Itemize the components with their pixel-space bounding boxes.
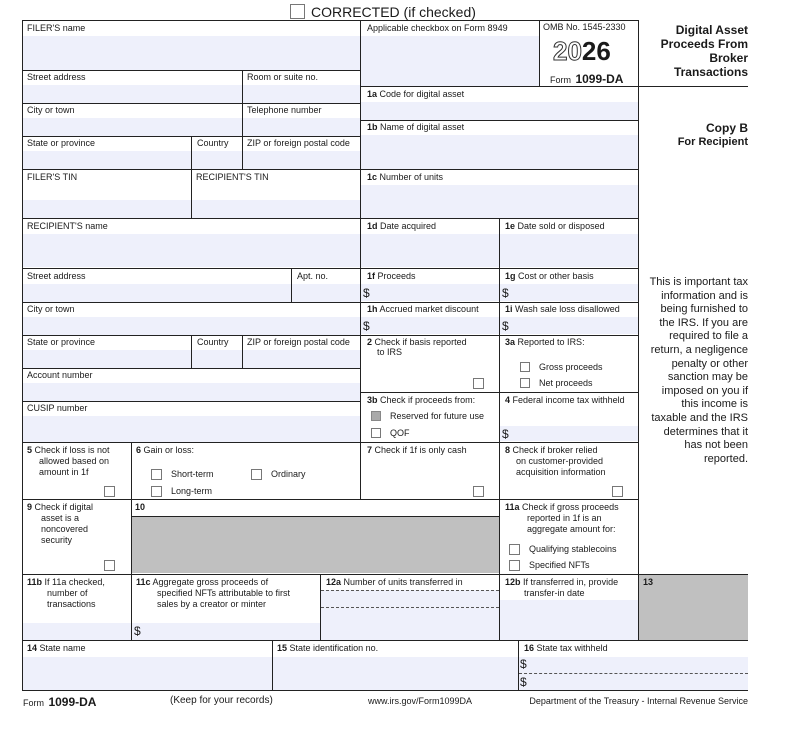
filer-street-label: Street address: [27, 72, 86, 82]
box-5-label-line2: allowed based on: [39, 456, 110, 466]
account-number-input[interactable]: [23, 383, 360, 401]
form-title-line-4: Transactions: [673, 65, 748, 79]
box-8-label: 8 Check if broker relied: [505, 445, 598, 455]
box-1a-label: 1a Code for digital asset: [367, 89, 465, 99]
copy-heading: [640, 121, 748, 149]
notice-line: This is important tax: [649, 276, 748, 288]
box-1b-input[interactable]: [361, 135, 638, 169]
filer-tin-label: FILER'S TIN: [27, 172, 78, 182]
box-9-label-line3: noncovered: [41, 524, 89, 534]
box-3a-label: 3a Reported to IRS:: [505, 337, 585, 347]
box-11a-nfts-label: Specified NFTs: [529, 560, 590, 570]
box-16-label: 16 State tax withheld: [524, 643, 608, 653]
box-1e-input[interactable]: [500, 234, 638, 267]
box-12b-label-line2: transfer-in date: [524, 588, 585, 598]
recipient-name-label: RECIPIENT'S name: [27, 221, 108, 231]
box-5-checkbox[interactable]: [104, 486, 115, 497]
filer-name-label: FILER'S name: [27, 23, 86, 33]
form-title-line-2: Proceeds From: [660, 37, 748, 51]
box-6-short-term-label: Short-term: [171, 469, 214, 479]
recipient-city-input[interactable]: [23, 317, 360, 335]
box-1i-dollar: $: [502, 319, 509, 333]
filer-tin-input[interactable]: [23, 200, 191, 218]
notice-line: this income is: [681, 398, 748, 411]
footer-form-number: 1099-DA: [48, 695, 97, 709]
filer-country-label: Country: [197, 138, 229, 148]
form-number: 1099-DA: [575, 72, 624, 86]
box-11a-stablecoins-label: Qualifying stablecoins: [529, 544, 617, 554]
filer-state-input[interactable]: [23, 151, 191, 169]
box-11c-input[interactable]: [132, 623, 320, 640]
box-7-label: 7 Check if 1f is only cash: [367, 445, 467, 455]
filer-country-input[interactable]: [192, 151, 242, 169]
box-11b-input[interactable]: [23, 623, 131, 640]
notice-line: the IRS. If you are: [659, 316, 748, 329]
box-1a-input[interactable]: [361, 102, 638, 120]
box-1e-label: 1e Date sold or disposed: [505, 221, 605, 231]
box-4-dollar: $: [502, 427, 509, 441]
box-15-input[interactable]: [273, 657, 518, 690]
form-title-line-1: Digital Asset: [675, 23, 748, 37]
box-1f-label: 1f Proceeds: [367, 271, 416, 281]
filer-city-input[interactable]: [23, 118, 242, 136]
filer-street-input[interactable]: [23, 85, 242, 103]
box-11a-label-line2: reported in 1f is an: [527, 513, 602, 523]
account-number-label: Account number: [27, 370, 93, 380]
box-5-label-line3: amount in 1f: [39, 467, 89, 477]
copy-title: Copy B: [706, 121, 748, 135]
box-12b-label: 12b If transferred in, provide: [505, 577, 619, 587]
box-6-long-term-label: Long-term: [171, 486, 213, 496]
notice-line: penalty or other: [671, 357, 748, 370]
box-3a-net-checkbox[interactable]: [520, 378, 530, 388]
notice-line: sanction may be: [667, 371, 748, 384]
applicable-checkbox-label: Applicable checkbox on Form 8949: [367, 23, 508, 33]
tax-year-bold: 26: [581, 36, 611, 66]
box-11a-nfts-checkbox[interactable]: [509, 560, 520, 571]
corrected-label: CORRECTED (if checked): [311, 4, 476, 20]
box-3a-gross-checkbox[interactable]: [520, 362, 530, 372]
recipient-apt-input[interactable]: [292, 284, 360, 302]
recipient-state-input[interactable]: [23, 350, 191, 368]
notice-line: return, a negligence: [650, 343, 748, 356]
box-11c-dollar: $: [134, 624, 141, 638]
filer-phone-input[interactable]: [243, 118, 360, 136]
copy-subtitle: For Recipient: [677, 136, 748, 148]
box-6-short-term-checkbox[interactable]: [151, 469, 162, 480]
form-title-line-3: Broker: [709, 51, 748, 65]
recipient-city-label: City or town: [27, 304, 75, 314]
box-11a-label-line3: aggregate amount for:: [527, 524, 616, 534]
box-5-label: 5 Check if loss is not: [27, 445, 110, 455]
box-1f-input[interactable]: [361, 284, 499, 301]
box-11c-label-line3: sales by a creator or minter: [157, 599, 267, 609]
filer-zip-input[interactable]: [243, 151, 360, 169]
applicable-checkbox-input[interactable]: [361, 36, 539, 86]
box-8-label-line3: acquisition information: [516, 467, 606, 477]
form-title: [640, 23, 748, 79]
box-1h-dollar: $: [363, 319, 370, 333]
box-6-label: 6 Gain or loss:: [136, 445, 195, 455]
box-11b-label: 11b If 11a checked,: [27, 577, 105, 587]
notice-line: imposed on you if: [661, 384, 748, 397]
filer-state-label: State or province: [27, 138, 96, 148]
box-1i-input[interactable]: [500, 317, 638, 334]
box-11b-label-line2: number of: [47, 588, 88, 598]
tax-year: [553, 36, 611, 66]
box-1h-input[interactable]: [361, 317, 499, 334]
footer-department: Department of the Treasury - Internal Revenue Service: [529, 696, 748, 706]
box-1g-label: 1g Cost or other basis: [505, 271, 594, 281]
box-1d-input[interactable]: [361, 234, 499, 267]
box-6-ordinary-checkbox[interactable]: [251, 469, 262, 480]
box-3b-label: 3b Check if proceeds from:: [367, 395, 476, 405]
box-1i-label: 1i Wash sale loss disallowed: [505, 304, 620, 314]
box-3a-gross-label: Gross proceeds: [539, 362, 603, 372]
notice-line: required to file a: [669, 330, 748, 343]
box-16-dollar-2: $: [520, 675, 527, 689]
box-9-label-line2: asset is a: [41, 513, 80, 523]
box-1g-dollar: $: [502, 286, 509, 300]
box-1h-label: 1h Accrued market discount: [367, 304, 479, 314]
form-prefix: Form: [550, 75, 571, 85]
recipient-tin-label: RECIPIENT'S TIN: [196, 172, 269, 182]
recipient-street-label: Street address: [27, 271, 86, 281]
box-10-label: 10: [135, 502, 146, 512]
box-12b-input[interactable]: [500, 600, 638, 640]
notice-text: [640, 276, 748, 466]
cusip-number-input[interactable]: [23, 416, 360, 442]
footer-form-name: [23, 693, 96, 711]
box-2-label: 2 Check if basis reported: [367, 337, 467, 347]
box-12a-input[interactable]: [321, 590, 499, 640]
recipient-street-input[interactable]: [23, 284, 291, 302]
box-11c-label: 11c Aggregate gross proceeds of: [136, 577, 269, 587]
box-15-label: 15 State identification no.: [277, 643, 379, 653]
box-6-ordinary-label: Ordinary: [271, 469, 306, 479]
box-9-checkbox[interactable]: [104, 560, 115, 571]
box-8-label-line2: on customer-provided: [516, 456, 604, 466]
box-11b-label-line3: transactions: [47, 599, 96, 609]
box-4-input[interactable]: [500, 426, 638, 441]
recipient-country-label: Country: [197, 337, 229, 347]
box-1d-label: 1d Date acquired: [367, 221, 437, 231]
box-10-shaded: [132, 516, 499, 573]
box-7-checkbox[interactable]: [473, 486, 484, 497]
notice-line: has not been: [684, 439, 748, 452]
notice-line: reported.: [703, 452, 748, 465]
footer-url[interactable]: www.irs.gov/Form1099DA: [368, 696, 473, 706]
box-14-label: 14 State name: [27, 643, 86, 653]
recipient-apt-label: Apt. no.: [297, 271, 329, 281]
corrected-checkbox[interactable]: [290, 4, 305, 19]
filer-phone-label: Telephone number: [247, 105, 322, 115]
box-3b-qof-label: QOF: [390, 428, 410, 438]
box-1c-input[interactable]: [361, 185, 638, 218]
recipient-state-label: State or province: [27, 337, 96, 347]
recipient-tin-input[interactable]: [192, 200, 360, 218]
filer-room-label: Room or suite no.: [247, 72, 319, 82]
box-3b-qof-checkbox[interactable]: [371, 428, 381, 438]
notice-line: determines that it: [663, 425, 748, 438]
filer-city-label: City or town: [27, 105, 75, 115]
box-13-label: 13: [643, 577, 654, 587]
recipient-zip-input[interactable]: [243, 350, 360, 368]
box-1c-label: 1c Number of units: [367, 172, 444, 182]
footer-keep-note: (Keep for your records): [170, 695, 273, 706]
box-8-checkbox[interactable]: [612, 486, 623, 497]
notice-line: information and is: [661, 289, 748, 302]
box-1g-input[interactable]: [500, 284, 638, 301]
filer-zip-label: ZIP or foreign postal code: [247, 138, 350, 148]
box-11a-label: 11a Check if gross proceeds: [505, 502, 619, 512]
form-name-header: [550, 70, 623, 88]
notice-line: taxable and the IRS: [651, 411, 748, 424]
box-13-shaded: [639, 574, 748, 640]
box-1f-dollar: $: [363, 286, 370, 300]
box-1b-label: 1b Name of digital asset: [367, 122, 465, 132]
box-6-long-term-checkbox[interactable]: [151, 486, 162, 497]
box-2-checkbox[interactable]: [473, 378, 484, 389]
box-2-label-line2: to IRS: [377, 347, 403, 357]
box-16-dollar-1: $: [520, 657, 527, 671]
box-12a-label: 12a Number of units transferred in: [326, 577, 463, 587]
notice-line: being furnished to: [660, 303, 748, 316]
box-9-label-line4: security: [41, 535, 73, 545]
recipient-country-input[interactable]: [192, 350, 242, 368]
omb-number: OMB No. 1545-2330: [543, 22, 626, 32]
box-3b-reserved-checkbox: [371, 411, 381, 421]
box-3b-reserved-label: Reserved for future use: [390, 411, 485, 421]
recipient-zip-label: ZIP or foreign postal code: [247, 337, 350, 347]
recipient-name-input[interactable]: [23, 234, 360, 267]
tax-year-light: 20: [553, 36, 582, 66]
box-11a-stablecoins-checkbox[interactable]: [509, 544, 520, 555]
box-4-label: 4 Federal income tax withheld: [505, 395, 625, 405]
filer-room-input[interactable]: [243, 85, 360, 103]
box-14-input[interactable]: [23, 657, 272, 690]
cusip-number-label: CUSIP number: [27, 403, 88, 413]
box-9-label: 9 Check if digital: [27, 502, 94, 512]
footer-form-prefix: Form: [23, 698, 44, 708]
box-3a-net-label: Net proceeds: [539, 378, 593, 388]
box-11c-label-line2: specified NFTs attributable to first: [157, 588, 291, 598]
filer-name-input[interactable]: [23, 36, 360, 70]
